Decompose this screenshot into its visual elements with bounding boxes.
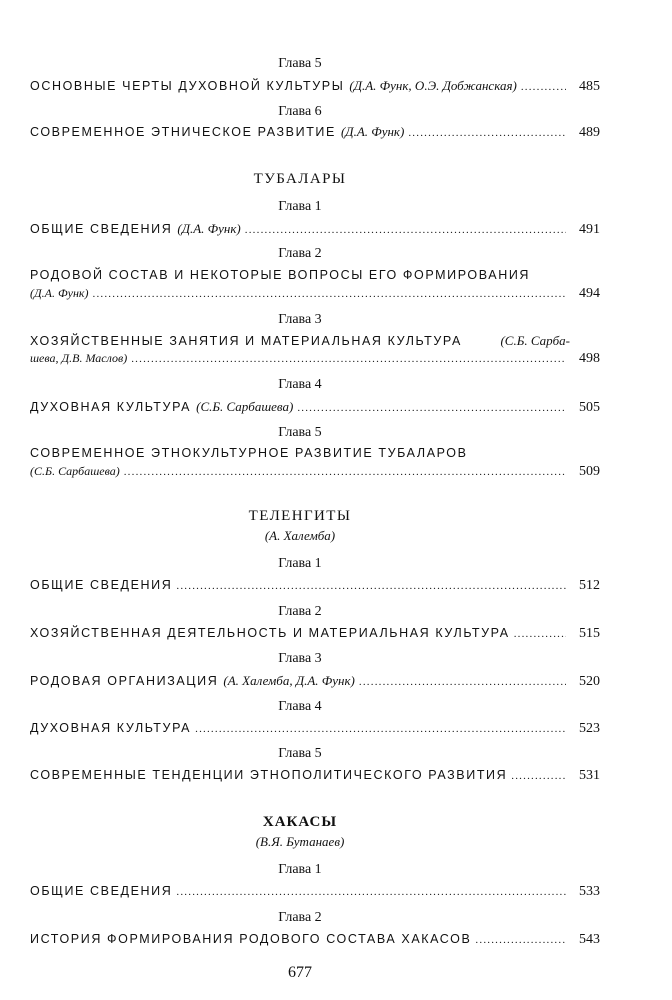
entry-title: СОВРЕМЕННОЕ ЭТНИЧЕСКОЕ РАЗВИТИЕ bbox=[30, 125, 336, 139]
toc-entry[interactable] bbox=[30, 286, 600, 304]
entry-title: СОВРЕМЕННЫЕ ТЕНДЕНЦИИ ЭТНОПОЛИТИЧЕСКОГО РАЗВИТИЯ bbox=[30, 768, 508, 782]
toc-entry[interactable] bbox=[30, 124, 600, 142]
toc-entry[interactable] bbox=[30, 351, 600, 369]
leader-dots bbox=[124, 466, 566, 478]
entry-author: (Д.А. Функ) bbox=[340, 124, 405, 139]
entry-title: ОБЩИЕ СВЕДЕНИЯ bbox=[30, 578, 173, 592]
entry-author: (С.Б. Сарба- bbox=[500, 333, 570, 348]
toc-entry-line[interactable] bbox=[30, 446, 570, 460]
toc-entry[interactable] bbox=[30, 78, 600, 96]
entry-author: (Д.А. Функ, О.Э. Добжанская) bbox=[349, 78, 517, 93]
entry-author: (А. Халемба, Д.А. Функ) bbox=[223, 673, 355, 688]
chapter-label: Глава 4 bbox=[278, 699, 322, 714]
toc-entry[interactable] bbox=[30, 932, 600, 950]
section-author: (А. Халемба) bbox=[264, 528, 336, 543]
section-heading: ХАКАСЫ bbox=[262, 814, 338, 830]
section-heading: ТЕЛЕНГИТЫ bbox=[248, 508, 352, 524]
entry-author: шева, Д.В. Маслов) bbox=[30, 351, 128, 365]
toc-entry[interactable] bbox=[30, 884, 600, 902]
chapter-label: Глава 1 bbox=[278, 199, 322, 214]
toc-entry[interactable] bbox=[30, 221, 600, 239]
entry-page: 533 bbox=[579, 884, 600, 899]
leader-dots bbox=[245, 224, 566, 236]
leader-dots bbox=[131, 353, 566, 365]
entry-title: ИСТОРИЯ ФОРМИРОВАНИЯ РОДОВОГО СОСТАВА ХАКАСОВ bbox=[30, 932, 472, 946]
toc-entry[interactable] bbox=[30, 399, 600, 417]
entry-page: 485 bbox=[579, 79, 600, 94]
chapter-label: Глава 1 bbox=[278, 556, 322, 571]
toc-entry-line[interactable] bbox=[30, 333, 570, 349]
entry-title: ХОЗЯЙСТВЕННАЯ ДЕЯТЕЛЬНОСТЬ И МАТЕРИАЛЬНАЯ КУЛЬТУРА bbox=[30, 626, 510, 640]
entry-page: 520 bbox=[579, 674, 600, 689]
entry-author: (Д.А. Функ) bbox=[177, 221, 241, 236]
section-author: (В.Я. Бутанаев) bbox=[255, 834, 345, 849]
entry-page: 543 bbox=[579, 932, 600, 947]
leader-dots bbox=[514, 628, 566, 640]
entry-page: 494 bbox=[579, 286, 600, 301]
chapter-label: Глава 5 bbox=[278, 746, 322, 761]
entry-author: (С.Б. Сарбашева) bbox=[30, 464, 120, 478]
chapter-label: Глава 4 bbox=[278, 377, 322, 392]
chapter-label: Глава 2 bbox=[278, 910, 322, 925]
toc-entry[interactable] bbox=[30, 673, 600, 691]
entry-page: 531 bbox=[579, 768, 600, 783]
entry-page: 523 bbox=[579, 721, 600, 736]
entry-title: ХОЗЯЙСТВЕННЫЕ ЗАНЯТИЯ И МАТЕРИАЛЬНАЯ КУЛЬТУРА bbox=[30, 334, 462, 348]
chapter-label: Глава 5 bbox=[278, 56, 322, 71]
entry-title: ОСНОВНЫЕ ЧЕРТЫ ДУХОВНОЙ КУЛЬТУРЫ bbox=[30, 79, 345, 93]
leader-dots bbox=[511, 770, 566, 782]
toc-entry[interactable] bbox=[30, 721, 600, 739]
leader-dots bbox=[176, 580, 566, 592]
entry-page: 491 bbox=[579, 222, 600, 237]
chapter-label: Глава 5 bbox=[278, 425, 322, 440]
leader-dots bbox=[521, 81, 566, 93]
toc-entry-line[interactable] bbox=[30, 268, 570, 282]
chapter-label: Глава 1 bbox=[278, 862, 322, 877]
entry-title: ДУХОВНАЯ КУЛЬТУРА bbox=[30, 721, 192, 735]
entry-title: ОБЩИЕ СВЕДЕНИЯ bbox=[30, 222, 173, 236]
chapter-label: Глава 2 bbox=[278, 246, 322, 261]
entry-author: (Д.А. Функ) bbox=[30, 286, 89, 300]
chapter-label: Глава 3 bbox=[278, 651, 322, 666]
entry-page: 509 bbox=[579, 464, 600, 479]
entry-page: 515 bbox=[579, 626, 600, 641]
entry-page: 498 bbox=[579, 351, 600, 366]
toc-entry[interactable] bbox=[30, 626, 600, 644]
entry-page: 505 bbox=[579, 400, 600, 415]
chapter-label: Глава 2 bbox=[278, 604, 322, 619]
entry-title: ОБЩИЕ СВЕДЕНИЯ bbox=[30, 884, 173, 898]
toc-entry[interactable] bbox=[30, 578, 600, 596]
section-heading: ТУБАЛАРЫ bbox=[253, 171, 347, 187]
chapter-label: Глава 3 bbox=[278, 312, 322, 327]
entry-title: РОДОВАЯ ОРГАНИЗАЦИЯ bbox=[30, 674, 219, 688]
entry-title: РОДОВОЙ СОСТАВ И НЕКОТОРЫЕ ВОПРОСЫ ЕГО ФОРМИРОВАНИЯ bbox=[30, 268, 531, 282]
page-number: 677 bbox=[288, 964, 312, 981]
entry-title: СОВРЕМЕННОЕ ЭТНОКУЛЬТУРНОЕ РАЗВИТИЕ ТУБАЛАРОВ bbox=[30, 446, 468, 460]
leader-dots bbox=[475, 934, 566, 946]
leader-dots bbox=[176, 886, 566, 898]
entry-title: ДУХОВНАЯ КУЛЬТУРА bbox=[30, 400, 192, 414]
leader-dots bbox=[408, 127, 566, 139]
chapter-label: Глава 6 bbox=[278, 104, 322, 119]
leader-dots bbox=[359, 676, 566, 688]
entry-page: 489 bbox=[579, 125, 600, 140]
leader-dots bbox=[297, 402, 566, 414]
leader-dots bbox=[195, 723, 566, 735]
leader-dots bbox=[93, 288, 567, 300]
toc-entry[interactable] bbox=[30, 768, 600, 786]
entry-page: 512 bbox=[579, 578, 600, 593]
toc-entry[interactable] bbox=[30, 464, 600, 482]
entry-author: (С.Б. Сарбашева) bbox=[196, 399, 294, 414]
